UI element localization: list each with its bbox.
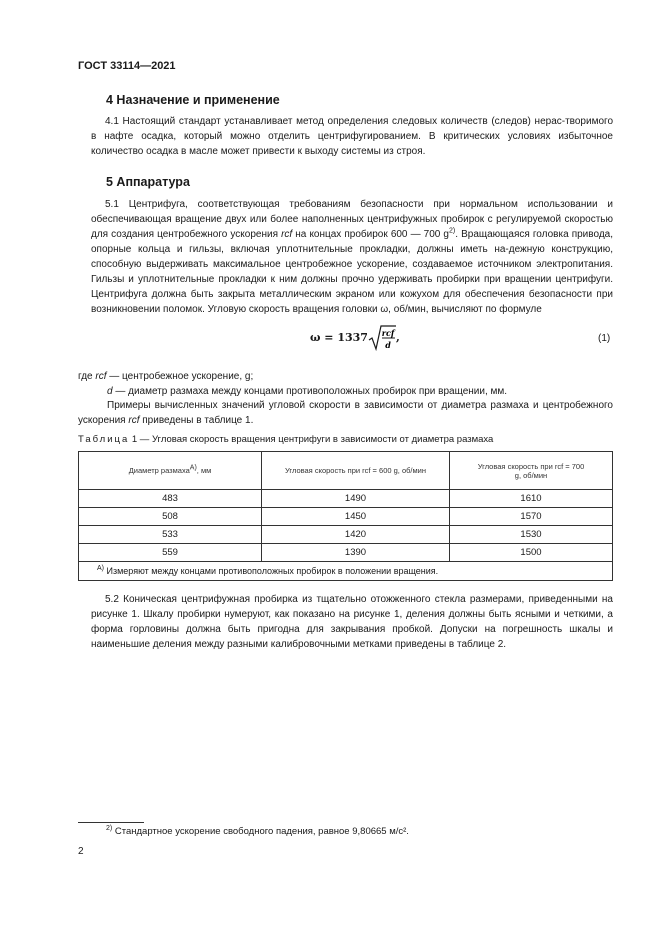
table-row bbox=[79, 508, 613, 526]
table-note: $^{А)}$ Измеряют между концами противоположных пробирок в положении вращения. bbox=[79, 562, 613, 581]
where-1-text: — центробежное ускорение, g; bbox=[106, 371, 254, 382]
paragraph-4-1 bbox=[91, 114, 613, 159]
paragraph-5-1 bbox=[91, 197, 613, 317]
where-2-symbol: d bbox=[107, 386, 113, 397]
paragraph-5-2 bbox=[91, 592, 613, 652]
examples-part-a: Примеры вычисленных значений угловой скорости в зависимости от диаметра размаха и центробежного ускорения bbox=[78, 400, 613, 426]
table-row bbox=[79, 544, 613, 562]
col-header-speed-700: Угловая скорость при rcf = 700 g, об/мин bbox=[450, 452, 613, 490]
document-header: ГОСТ 33114—2021 bbox=[78, 60, 176, 72]
footnote-text: Стандартное ускорение свободного падения, равное 9,80665 м/с². bbox=[112, 826, 409, 837]
section-4-heading: 4 Назначение и применение bbox=[106, 93, 280, 107]
p5-1-part-c: . Вращающаяся головка привода, опорные кольца и гильзы, включая уплотнительные прокладки, должны иметь на-дежную конструкцию, способную выдерживать максимальное центробежное ускорение, создаваемое источником электропитания. Гильзы и уплотнительные прокладки к ним должны прочно удерживать пробирки при вращении центрифуги. Центрифуга должна быть закрыта металлическим экраном или кожухом для обеспечения безопасности при возникновении поломок. Угловую скорость вращения головки ω, об/мин, вычисляют по формуле bbox=[91, 229, 613, 315]
table-caption-text: 1 — Угловая скорость вращения центрифуги в зависимости от диаметра размаха bbox=[129, 434, 494, 445]
footnote bbox=[106, 826, 409, 837]
examples-paragraph bbox=[78, 398, 613, 428]
where-1-prefix: где bbox=[78, 371, 96, 382]
table-header-row bbox=[79, 452, 613, 490]
paragraph-5-2-text: 5.2 Коническая центрифужная пробирка из тщательно отожженного стекла размерами, приведенными на рисунке 1. Шкалу пробирки нумеруют, как показано на рисунке 1, деления должны быть ясными и четкими, а форма горловины должна быть пригодна для закрывания пробкой. Допуски на погрешность шкалы и наименьшие деления между разными калибровочными метками приведены в таблице 2. bbox=[91, 594, 613, 650]
table-cell: 1450 bbox=[262, 508, 450, 526]
col-header-diameter: Диаметр размахаА), мм bbox=[79, 452, 262, 490]
where-1-symbol: rcf bbox=[95, 371, 107, 382]
page-number: 2 bbox=[78, 846, 84, 857]
table-1 bbox=[78, 451, 613, 581]
formula-denominator: d bbox=[385, 340, 391, 350]
formula-tail: , bbox=[395, 331, 400, 344]
footnote-ref-2: 2) bbox=[449, 227, 456, 235]
table-cell: 1610 bbox=[450, 490, 613, 508]
examples-symbol: rcf bbox=[128, 415, 140, 426]
table-cell: 1490 bbox=[262, 490, 450, 508]
table-cell: 1420 bbox=[262, 526, 450, 544]
examples-part-b: приведены в таблице 1. bbox=[139, 415, 254, 426]
p5-1-part-a: 5.1 Центрифуга, соответствующая требованиям безопасности при нормальном использовании и обеспечивающая вращение двух или более наполненных центрифужных пробирок с регулируемой скоростью для создания центробежного ускорения bbox=[91, 199, 613, 240]
sqrt-icon bbox=[368, 325, 396, 351]
table-cell: 1500 bbox=[450, 544, 613, 562]
footnote-marker: 2) bbox=[106, 824, 113, 832]
table-cell: 508 bbox=[79, 508, 262, 526]
table-row bbox=[79, 526, 613, 544]
table-row bbox=[79, 490, 613, 508]
p5-1-rcf: rcf bbox=[281, 229, 293, 240]
table-caption-label: Таблица bbox=[78, 434, 130, 445]
p5-1-part-b: на концах пробирок 600 — 700 g bbox=[292, 229, 449, 240]
where-line-2 bbox=[107, 384, 613, 399]
table-1-caption bbox=[78, 434, 493, 445]
table-note-row bbox=[79, 562, 613, 581]
paragraph-4-1-text: 4.1 Настоящий стандарт устанавливает метод определения следовых количеств (следов) нерас-творимого в нафте осадка, который можно отделить центрифугированием. В критических условиях избыточное количество осадка в масле может привести к выходу системы из строя. bbox=[91, 116, 613, 157]
where-line-1 bbox=[78, 369, 600, 384]
footnote-divider bbox=[78, 822, 144, 823]
table-cell: 483 bbox=[79, 490, 262, 508]
formula-lhs: ω = 1337 bbox=[310, 331, 368, 344]
formula-numerator: rcf bbox=[381, 328, 395, 338]
formula-1 bbox=[310, 325, 400, 351]
table-cell: 1530 bbox=[450, 526, 613, 544]
section-5-heading: 5 Аппаратура bbox=[106, 175, 190, 189]
table-cell: 1570 bbox=[450, 508, 613, 526]
table-cell: 533 bbox=[79, 526, 262, 544]
where-2-text: — диаметр размаха между концами противоположных пробирок при вращении, мм. bbox=[112, 386, 508, 397]
col-header-speed-600: Угловая скорость при rcf = 600 g, об/мин bbox=[262, 452, 450, 490]
equation-number: (1) bbox=[598, 333, 611, 344]
table-cell: 559 bbox=[79, 544, 262, 562]
table-cell: 1390 bbox=[262, 544, 450, 562]
